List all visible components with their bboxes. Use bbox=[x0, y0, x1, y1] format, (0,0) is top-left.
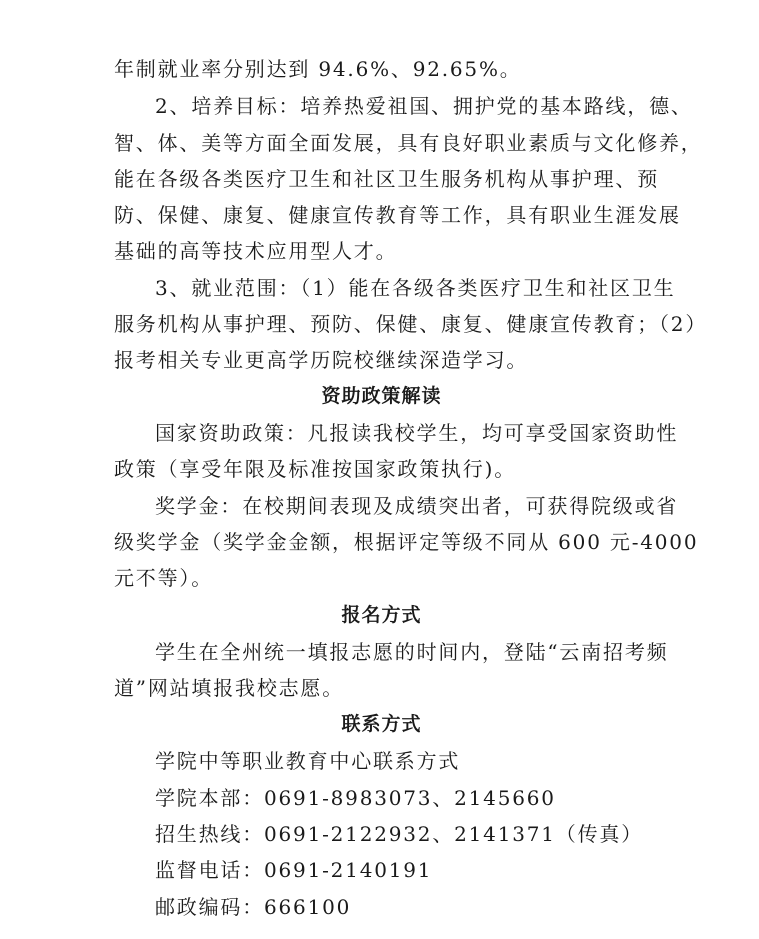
contact-postal: 邮政编码：666100 bbox=[155, 895, 352, 919]
goal-line: 防、保健、康复、健康宣传教育等工作，具有职业生涯发展 bbox=[114, 203, 681, 227]
employment-line: 报考相关专业更高学历院校继续深造学习。 bbox=[114, 348, 529, 372]
goal-line: 智、体、美等方面全面发展，具有良好职业素质与文化修养， bbox=[114, 131, 703, 155]
registration-line: 道”网站填报我校志愿。 bbox=[114, 676, 345, 700]
contact-main-campus: 学院本部：0691-8983073、2145660 bbox=[155, 786, 556, 810]
goal-line: 2、培养目标：培养热爱祖国、拥护党的基本路线，德、 bbox=[155, 94, 693, 118]
registration-heading: 报名方式 bbox=[341, 604, 422, 626]
contact-hotline: 招生热线：0691-2122932、2141371（传真） bbox=[155, 822, 644, 846]
contact-heading: 联系方式 bbox=[341, 713, 422, 735]
funding-national-line: 国家资助政策：凡报读我校学生，均可享受国家资助性 bbox=[155, 421, 679, 445]
employment-line: 服务机构从事护理、预防、保健、康复、健康宣传教育；（2） bbox=[114, 312, 708, 336]
scholarship-line: 级奖学金（奖学金金额，根据评定等级不同从 600 元-4000 bbox=[114, 530, 699, 554]
goal-line: 基础的高等技术应用型人才。 bbox=[114, 239, 398, 263]
employment-line: 3、就业范围：（1）能在各级各类医疗卫生和社区卫生 bbox=[155, 276, 676, 300]
scholarship-line: 奖学金：在校期间表现及成绩突出者，可获得院级或省 bbox=[155, 494, 679, 518]
funding-national-line: 政策（享受年限及标准按国家政策执行)。 bbox=[114, 457, 517, 481]
registration-line: 学生在全州统一填报志愿的时间内，登陆“云南招考频 bbox=[155, 640, 669, 664]
scholarship-line: 元不等）。 bbox=[114, 566, 213, 590]
contact-center: 学院中等职业教育中心联系方式 bbox=[155, 749, 461, 773]
funding-heading: 资助政策解读 bbox=[321, 385, 442, 407]
contact-supervision: 监督电话：0691-2140191 bbox=[155, 858, 433, 882]
goal-line: 能在各级各类医疗卫生和社区卫生服务机构从事护理、预 bbox=[114, 167, 659, 191]
intro-line: 年制就业率分别达到 94.6%、92.65%。 bbox=[114, 57, 522, 81]
